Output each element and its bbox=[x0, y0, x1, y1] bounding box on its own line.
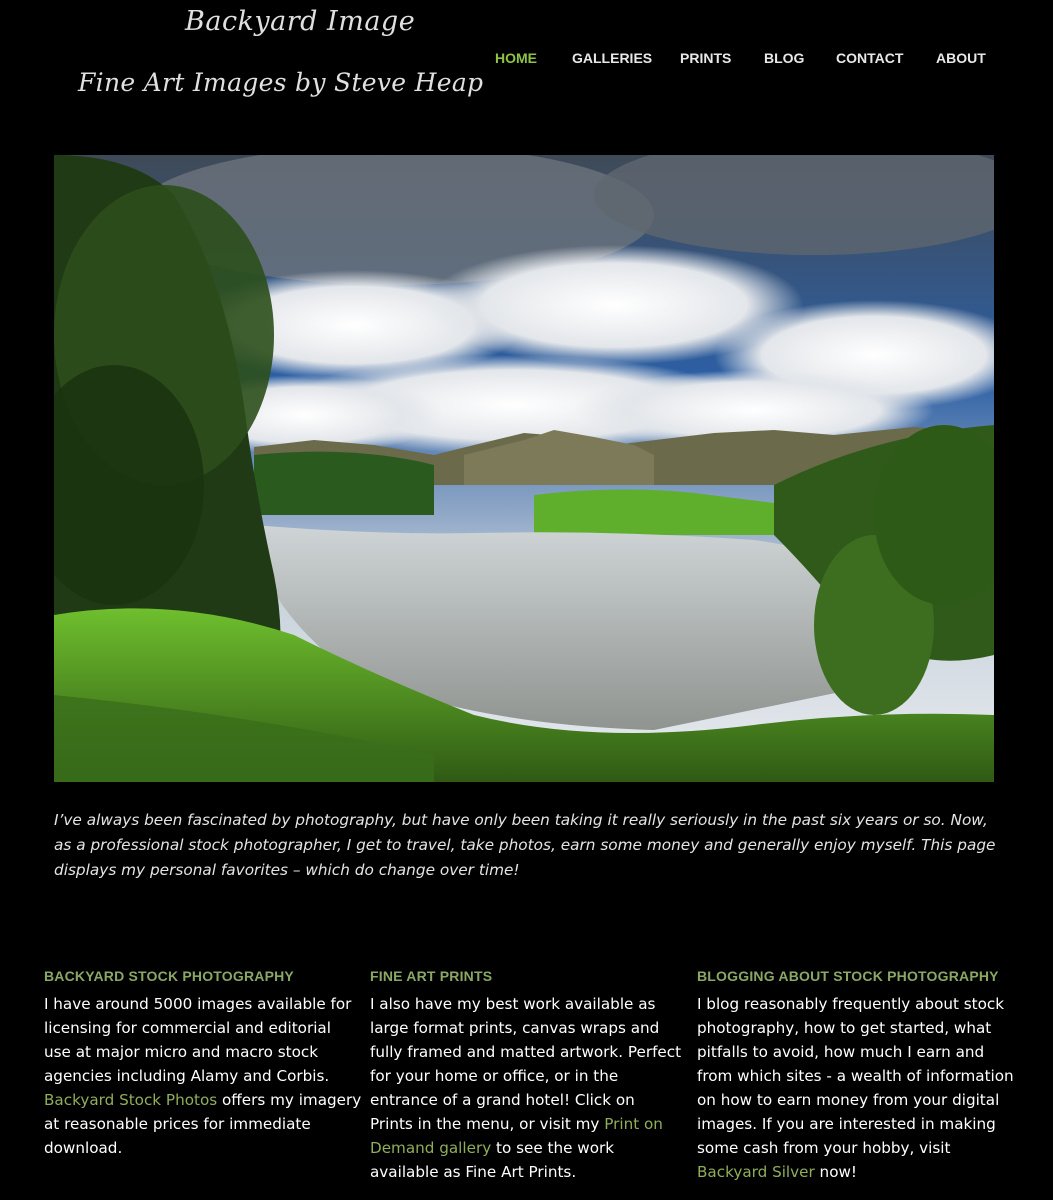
print-on-demand-gallery-link[interactable]: Print on Demand gallery bbox=[370, 1115, 663, 1157]
landscape-illustration bbox=[54, 155, 994, 782]
site-logo[interactable] bbox=[40, 0, 484, 130]
column-stock-photography bbox=[44, 968, 362, 1160]
nav-home[interactable]: HOME bbox=[495, 50, 537, 66]
column-text-before: I also have my best work available as large format prints, canvas wraps and fully framed and matted artwork. Perfect for your home or office, or in the entrance of a grand hotel! Click on Prints in the menu, or visit my bbox=[370, 995, 682, 1133]
nav-galleries[interactable]: GALLERIES bbox=[572, 50, 653, 66]
logo-title: Backyard Image bbox=[185, 6, 416, 37]
column-fine-art-prints bbox=[370, 968, 682, 1184]
backyard-stock-photos-link[interactable]: Backyard Stock Photos bbox=[44, 1091, 218, 1109]
column-blogging bbox=[697, 968, 1015, 1184]
intro-paragraph: I’ve always been fascinated by photography, but have only been taking it really seriously in the past six years or so. Now, as a professional stock photographer, I get to travel, take photos, earn some money and generally enjoy myself. This page displays my personal favorites – which do change over time! bbox=[54, 811, 996, 879]
backyard-silver-link[interactable]: Backyard Silver bbox=[697, 1163, 815, 1181]
column-text-after: offers my imagery at reasonable prices for immediate download. bbox=[44, 1091, 362, 1157]
nav-prints[interactable]: PRINTS bbox=[680, 50, 732, 66]
column-heading: FINE ART PRINTS bbox=[370, 968, 493, 984]
column-text-after: now! bbox=[814, 1163, 857, 1181]
column-text-before: I have around 5000 images available for licensing for commercial and editorial use at major micro and macro stock agencies including Alamy and Corbis. bbox=[44, 995, 352, 1085]
column-heading: BLOGGING ABOUT STOCK PHOTOGRAPHY bbox=[697, 968, 999, 984]
hero-landscape-image bbox=[54, 155, 994, 782]
column-heading: BACKYARD STOCK PHOTOGRAPHY bbox=[44, 968, 294, 984]
nav-blog[interactable]: BLOG bbox=[764, 50, 805, 66]
column-text-before: I blog reasonably frequently about stock photography, how to get started, what pitfalls to avoid, how much I earn and from which sites - a wealth of information on how to earn money from your digital images. If you are interested in making some cash from your hobby, visit bbox=[697, 995, 1014, 1157]
nav-contact[interactable]: CONTACT bbox=[836, 50, 904, 66]
nav-about[interactable]: ABOUT bbox=[936, 50, 986, 66]
column-text-after: to see the work available as Fine Art Prints. bbox=[370, 1139, 615, 1181]
logo-tagline: Fine Art Images by Steve Heap bbox=[78, 68, 484, 97]
column-text bbox=[44, 992, 362, 1160]
column-text bbox=[697, 992, 1015, 1184]
main-nav bbox=[470, 50, 1053, 70]
column-text bbox=[370, 992, 682, 1184]
